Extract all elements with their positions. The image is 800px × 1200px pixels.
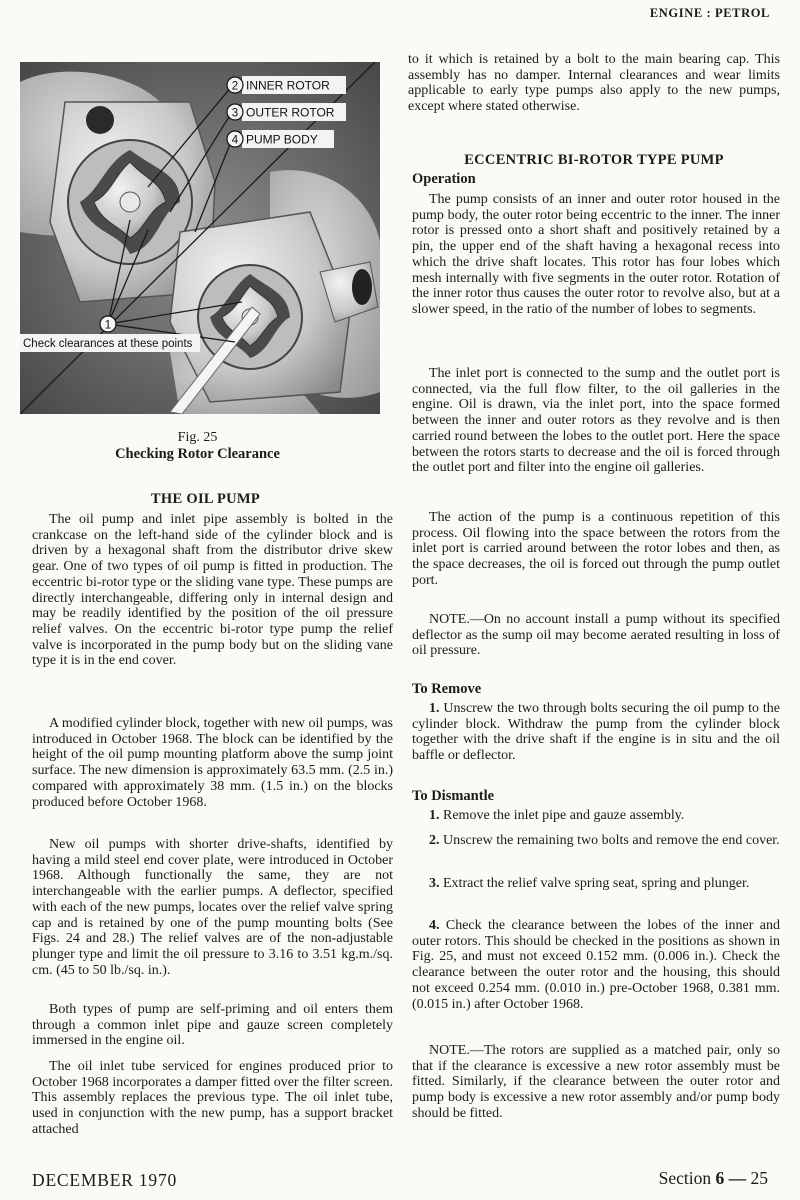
oil-pump-illustration (20, 62, 380, 414)
page-number: 25 (750, 1168, 768, 1188)
section-label: Section (658, 1168, 712, 1188)
paragraph: The oil inlet tube serviced for engines produced prior to October 1968 incorporates a damper fitted over the filter screen. This assembly replaces the previous type. The oil inlet tube, used in conjunction with the new pump, has a support bracket attached (32, 1059, 393, 1137)
label-inner-rotor: INNER ROTOR (246, 78, 330, 93)
label-pump-body: PUMP BODY (246, 132, 318, 147)
step-text: Unscrew the remaining two bolts and remove the end cover. (443, 833, 780, 848)
callout-number-2: 2 (231, 80, 239, 93)
oil-pump-heading: THE OIL PUMP (150, 491, 261, 507)
label-check-clearances: Check clearances at these points (23, 338, 193, 350)
step-number: 1. (429, 701, 440, 716)
numbered-step (412, 876, 780, 892)
paragraph: A modified cylinder block, together with new oil pumps, was introduced in October 1968. The block can be identified by the height of the oil pump mounting platform above the sump joint surface. The new dimension is approximately 63.5 mm. (2.5 in.) compared with approximately 38 mm. (1.5 in.) on the blocks produced before October 1968. (32, 716, 393, 810)
rotor-clearance-photo (20, 62, 380, 414)
to-dismantle-heading: To Dismantle (412, 788, 495, 804)
section-dash: — (728, 1168, 747, 1188)
callout-number-4: 4 (231, 134, 239, 147)
step-number: 1. (429, 808, 440, 823)
step-number: 3. (429, 876, 440, 891)
callout-number-3: 3 (231, 107, 239, 120)
running-header: ENGINE : PETROL (649, 6, 770, 20)
numbered-step (412, 833, 780, 849)
to-remove-heading: To Remove (412, 681, 482, 697)
paragraph: The oil pump and inlet pipe assembly is bolted in the crankcase on the left-hand side of the cylinder block and is driven by a hexagonal shaft from the distributor drive skew gear. One of two types of oil pump is fitted in production. The eccentric bi-rotor type or the sliding vane type. These pumps are directly interchangeable, differing only in internal design and may be readily identified by the position of the oil pressure relief valves. On the eccentric bi-rotor type pump the relief valve is incorporated in the pump body but on the sliding vane type it is in the end cover. (32, 512, 393, 669)
note-paragraph: NOTE.—The rotors are supplied as a matched pair, only so that if the clearance is excessive a new rotor assembly must be fitted. Similarly, if the clearance between the outer rotor and pump body is excessive a new rotor assembly and/or pump body should be fitted. (412, 1043, 780, 1121)
step-text: Remove the inlet pipe and gauze assembly. (443, 808, 685, 823)
footer-section (659, 1168, 768, 1189)
paragraph: The pump consists of an inner and outer rotor housed in the pump body, the outer rotor being eccentric to the inner. The inner rotor is pressed onto a short shaft and positively retained by a pin, the upper end of the shaft having a hexagonal recess into which the drive shaft locates. This rotor has four lobes which mesh internally with five segments in the outer rotor. Rotation of the inner rotor thus causes the outer rotor to revolve also, but at a slower speed, in the ratio of the number of lobes to segments. (412, 192, 780, 317)
section-number: 6 (715, 1168, 725, 1188)
footer-date: DECEMBER 1970 (32, 1170, 178, 1190)
callout-number-1: 1 (104, 319, 112, 332)
step-number: 2. (429, 833, 440, 848)
paragraph: The inlet port is connected to the sump and the outlet port is connected, via the full flow filter, to the oil galleries in the engine. Oil is drawn, via the inlet port, into the space formed between the inner and outer rotors as they revolve and is then carried round between the lobes to the outlet port. Here the space between the rotors starts to decrease and the oil is forced through the outlet port and filter into the engine oil galleries. (412, 366, 780, 476)
label-outer-rotor: OUTER ROTOR (246, 105, 335, 120)
step-text: Unscrew the two through bolts securing the oil pump to the cylinder block. Withdraw the pump from the cylinder block together with the drive shaft if the engine is in situ and the oil baffle or deflector. (412, 701, 781, 764)
paragraph: The action of the pump is a continuous repetition of this process. Oil flowing into the space between the rotors from the inlet port is carried around between the rotor lobes and then, as the space decreases, the oil is forced out through the pump outlet port. (412, 510, 780, 588)
numbered-step (412, 918, 780, 1012)
numbered-step (412, 701, 780, 764)
figure-number: Fig. 25 (177, 430, 218, 445)
note-paragraph: NOTE.—On no account install a pump without its specified deflector as the sump oil may become aerated resulting in loss of oil pressure. (412, 612, 780, 659)
step-text: Check the clearance between the lobes of the inner and outer rotors. This should be checked in the positions as shown in Fig. 25, and must not exceed 0.152 mm. (0.006 in.). Check the clearance between the outer rotor and the housing, this should not exceed 0.254 mm. (0.010 in.) pre-October 1968, 0.381 mm. (0.015 in.) after October 1968. (412, 918, 780, 1012)
figure-title: Checking Rotor Clearance (115, 446, 280, 462)
step-text: Extract the relief valve spring seat, spring and plunger. (443, 876, 750, 891)
operation-heading: Operation (412, 171, 476, 187)
numbered-step (412, 808, 780, 824)
paragraph: to it which is retained by a bolt to the main bearing cap. This assembly has no damper. Internal clearances and wear limits applicable to early type pumps also apply to the new pumps, except where stated otherwise. (408, 52, 780, 115)
step-number: 4. (429, 918, 440, 933)
bi-rotor-heading: ECCENTRIC BI-ROTOR TYPE PUMP (464, 152, 724, 168)
paragraph: New oil pumps with shorter drive-shafts, identified by having a mild steel end cover plate, were introduced in October 1968. Although functionally the same, they are not interchangeable with the earlier pumps. A deflector, specified with each of the new pumps, locates over the relief valve spring cap and is retained by one of the pump mounting bolts (See Figs. 24 and 28.) The relief valves are of the non-adjustable plunger type and limit the oil pressure to 3.16 to 3.51 kg.m./sq. cm. (45 to 50 lb./sq. in.). (32, 837, 393, 978)
paragraph: Both types of pump are self-priming and oil enters them through a common inlet pipe and gauze screen completely immersed in the engine oil. (32, 1002, 393, 1049)
